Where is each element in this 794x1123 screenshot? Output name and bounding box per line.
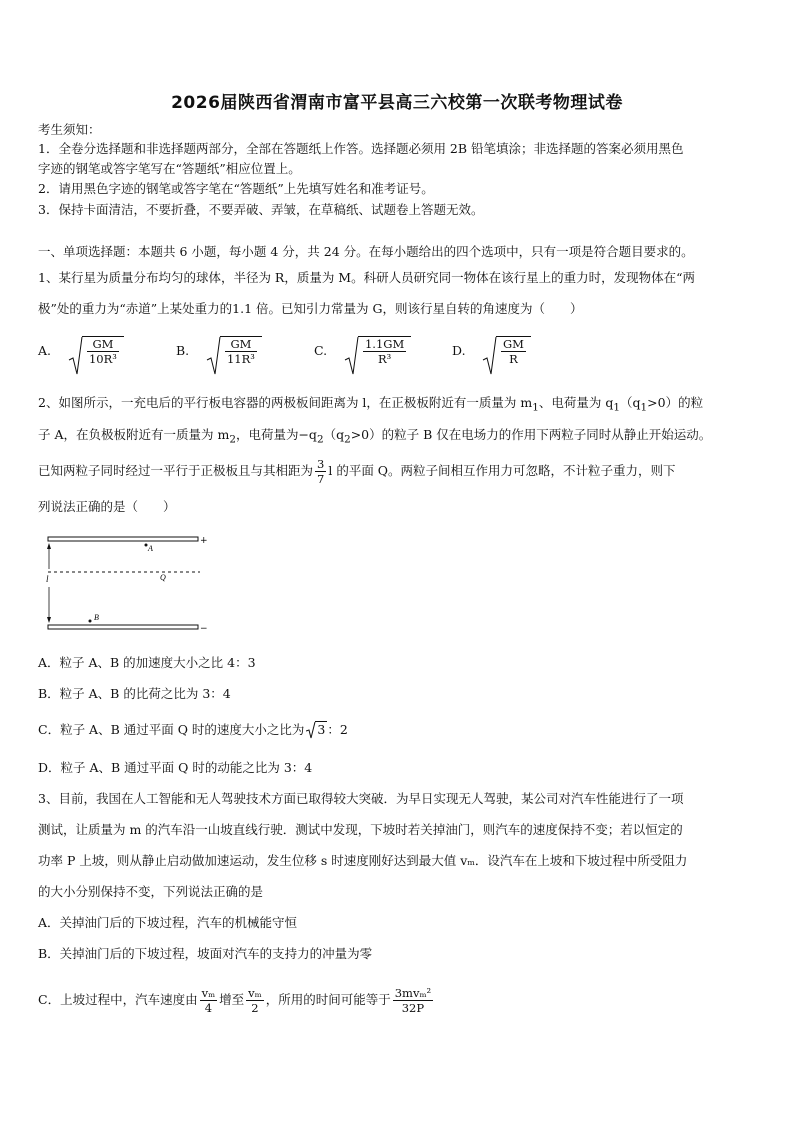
q2-option-d: D．粒子 A、B 通过平面 Q 时的动能之比为 3：4 <box>38 760 313 775</box>
q1-option-c <box>314 336 411 366</box>
sqrt-expression <box>482 336 531 366</box>
q2-line-4: 列说法正确的是（ ） <box>38 499 176 514</box>
sqrt-expression <box>344 336 411 366</box>
sqrt-expression <box>68 336 124 366</box>
q1-option-d <box>452 336 531 366</box>
subscript: 2 <box>344 433 351 446</box>
distance-label: l <box>46 574 49 584</box>
notice-item-1a: 1．全卷分选择题和非选择题两部分，全部在答题纸上作答。选择题必须用 2B 铅笔填涂；非选择题的答案必须用黑色 <box>38 141 684 156</box>
radical-sign-icon <box>68 336 84 376</box>
subscript: 1 <box>613 401 620 414</box>
fraction-denominator: 32P <box>401 1001 425 1015</box>
text-run: ：2 <box>327 722 348 737</box>
fraction-denominator: R <box>509 352 518 366</box>
minus-sign-label: − <box>200 624 208 633</box>
q3-line-3: 功率 P 上坡，则从静止启动做加速运动，发生位移 s 时速度刚好达到最大值 vₘ．设汽车在上坡和下坡过程中所受阻力 <box>38 853 688 868</box>
notice-item-2: 2．请用黑色字迹的钢笔或答字笔在“答题纸”上先填写姓名和准考证号。 <box>38 181 434 196</box>
positive-plate <box>48 537 198 541</box>
sqrt-expression <box>306 721 327 739</box>
fraction <box>246 986 264 1015</box>
text-run: ，电荷量为−q <box>235 427 317 442</box>
exam-title: 2026届陕西省渭南市富平县高三六校第一次联考物理试卷 <box>171 93 623 113</box>
text-run: （q <box>620 395 641 410</box>
fraction-numerator: vₘ <box>201 986 216 1000</box>
notice-heading: 考生须知： <box>38 122 101 137</box>
option-label: C. <box>314 342 328 358</box>
text-run: 增至 <box>219 992 245 1007</box>
fraction-numerator: 3 <box>317 457 325 471</box>
fraction-numerator: 1.1GM <box>364 337 405 351</box>
arrow-head-down-icon <box>47 617 51 623</box>
q1-option-a <box>38 336 124 366</box>
fraction-denominator: R³ <box>377 352 392 366</box>
sqrt-expression <box>206 336 262 366</box>
fraction-denominator: 10R³ <box>88 352 117 366</box>
text-run: （q <box>323 427 345 442</box>
radical-sign-icon <box>482 336 498 376</box>
text-run: 、电荷量为 q <box>538 395 614 410</box>
particle-b-label: B <box>94 613 99 622</box>
fraction-denominator: 11R³ <box>226 352 255 366</box>
fraction-denominator: 2 <box>251 1001 259 1015</box>
option-label: B. <box>176 342 190 358</box>
fraction-numerator: vₘ <box>248 986 262 1000</box>
text-run: l 的平面 Q。两粒子间相互作用力可忽略，不计粒子重力，则下 <box>328 463 676 478</box>
subscript: 2 <box>316 433 324 446</box>
fraction <box>393 986 433 1015</box>
fraction-numerator: GM <box>87 337 119 352</box>
fraction-denominator: 7 <box>317 472 325 486</box>
text-run: 已知两粒子同时经过一平行于正极板且与其相距为 <box>38 463 314 478</box>
text-run: ，所用的时间可能等于 <box>265 992 391 1007</box>
text-run: C．粒子 A、B 通过平面 Q 时的速度大小之比为 <box>38 722 305 737</box>
text-run: >0）的粒 <box>647 395 704 410</box>
q2-option-c <box>38 721 758 739</box>
text-run: C．上坡过程中，汽车速度由 <box>38 992 198 1007</box>
fraction-numerator: 3mvₘ² <box>394 986 432 1000</box>
q3-line-4: 的大小分别保持不变，下列说法正确的是 <box>38 884 264 899</box>
q3-option-b: B．关掉油门后的下坡过程，坡面对汽车的支持力的冲量为零 <box>38 946 373 961</box>
plus-sign-label: + <box>200 536 208 546</box>
notice-item-1b: 字迹的钢笔或答字笔写在“答题纸”相应位置上。 <box>38 161 301 176</box>
q2-line-3 <box>38 456 758 486</box>
q3-option-c <box>38 984 758 1016</box>
radical-sign-icon <box>306 721 316 739</box>
radical-sign-icon <box>206 336 222 376</box>
particle-b-dot <box>89 620 92 623</box>
option-label: A. <box>38 342 52 358</box>
q3-line-1: 3、目前，我国在人工智能和无人驾驶技术方面已取得较大突破．为早日实现无人驾驶，某公司对汽车性能进行了一项 <box>38 791 684 806</box>
q3-line-2: 测试，让质量为 m 的汽车沿一山坡直线行驶．测试中发现，下坡时若关掉油门，则汽车的速度保持不变；若以恒定的 <box>38 822 683 837</box>
q2-option-b: B．粒子 A、B 的比荷之比为 3：4 <box>38 686 231 701</box>
option-label: D. <box>452 342 466 358</box>
radicand: 3 <box>317 722 326 737</box>
fraction <box>200 986 218 1015</box>
section-heading: 一、单项选择题：本题共 6 小题，每小题 4 分，共 24 分。在每小题给出的四个选项中，只有一项是符合题目要求的。 <box>38 244 694 259</box>
subscript: 1 <box>640 401 648 414</box>
notice-item-3: 3．保持卡面清洁，不要折叠，不要弄破、弄皱，在草稿纸、试题卷上答题无效。 <box>38 202 484 217</box>
capacitor-diagram <box>40 533 210 633</box>
q1-line-1: 1、某行星为质量分布均匀的球体，半径为 R，质量为 M。科研人员研究同一物体在该行星上的重力时，发现物体在“两 <box>38 270 696 285</box>
q2-option-a: A．粒子 A、B 的加速度大小之比 4：3 <box>38 655 256 670</box>
q1-option-b <box>176 336 262 366</box>
subscript: 1 <box>532 401 539 414</box>
text-run: 2、如图所示，一充电后的平行板电容器的两极板间距离为 l，在正极板附近有一质量为 m <box>38 395 533 410</box>
plane-q-label: Q <box>160 573 166 582</box>
radical-sign-icon <box>344 336 360 376</box>
fraction <box>315 457 326 486</box>
particle-a-label: A <box>148 544 153 553</box>
fraction-denominator: 4 <box>204 1001 213 1015</box>
q2-line-2 <box>38 426 758 449</box>
negative-plate <box>48 625 198 629</box>
subscript: 2 <box>229 433 236 446</box>
arrow-head-up-icon <box>47 543 51 549</box>
q1-line-2: 极”处的重力为“赤道”上某处重力的1.1 倍。已知引力常量为 G，则该行星自转的角速度为（ ） <box>38 301 583 316</box>
fraction-numerator: GM <box>502 337 524 351</box>
q2-line-1 <box>38 394 758 417</box>
fraction-numerator: GM <box>225 337 257 352</box>
text-run: 子 A，在负极板附近有一质量为 m <box>38 427 230 442</box>
text-run: >0）的粒子 B 仅在电场力的作用下两粒子同时从静止开始运动。 <box>350 427 712 442</box>
q3-option-a: A．关掉油门后的下坡过程，汽车的机械能守恒 <box>38 915 298 930</box>
